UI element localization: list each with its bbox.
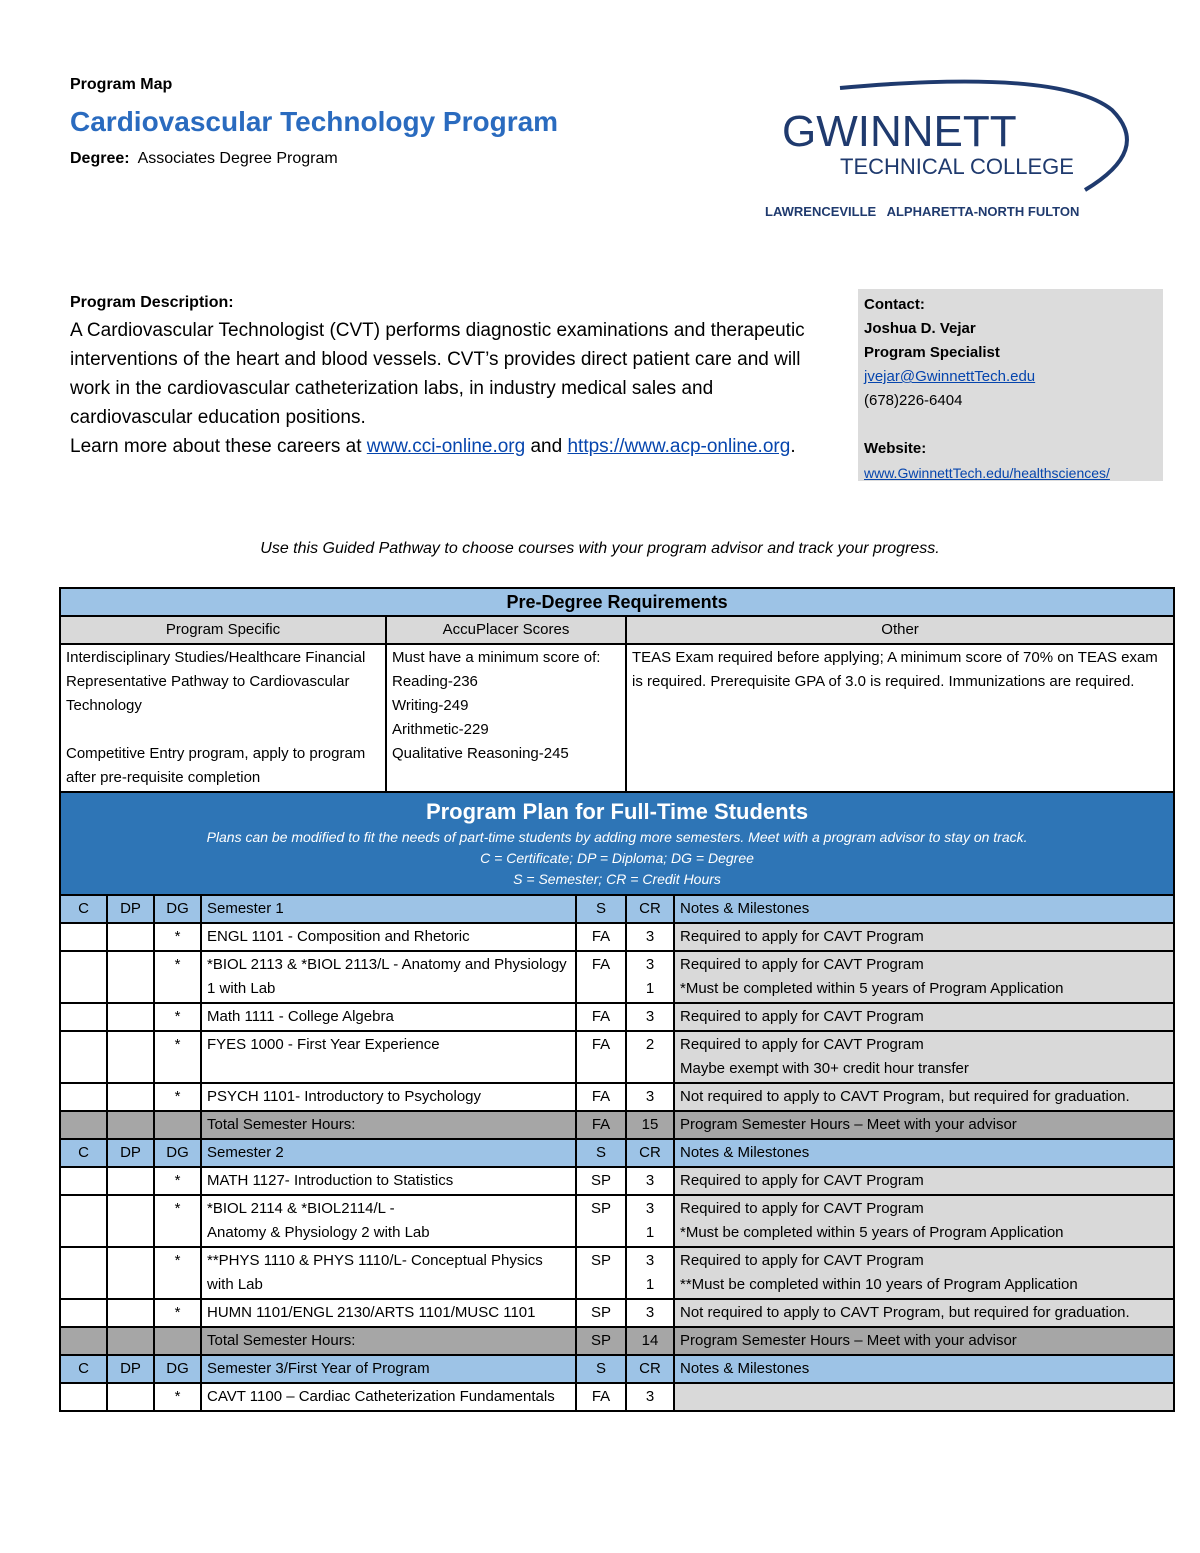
course-note: Required to apply for CAVT Program <box>674 1167 1174 1195</box>
other-header: Other <box>626 616 1174 644</box>
plan-legend-degree: C = Certificate; DP = Diploma; DG = Degree <box>480 850 754 866</box>
table-row <box>60 1083 1174 1111</box>
total-credits: 14 <box>626 1327 674 1355</box>
dg-mark: * <box>154 923 201 951</box>
total-label: Total Semester Hours: <box>201 1111 576 1139</box>
course-semester: FA <box>576 1003 626 1031</box>
note-line: **Must be completed within 10 years of Program Application <box>680 1276 1078 1293</box>
col-notes: Notes & Milestones <box>674 1355 1174 1383</box>
description-label: Program Description: <box>70 294 234 311</box>
dg-mark: * <box>154 1003 201 1031</box>
credit-lab: 1 <box>645 980 655 997</box>
contact-name: Joshua D. Vejar <box>864 320 976 337</box>
dg-mark: * <box>154 1383 201 1411</box>
competitive-entry-text: Competitive Entry program, apply to program after pre-requisite completion <box>66 745 366 786</box>
table-row <box>60 951 1174 1003</box>
note-line: *Must be completed within 5 years of Program Application <box>680 1224 1064 1241</box>
col-dp: DP <box>107 1355 154 1383</box>
semester-2-total-row <box>60 1327 1174 1355</box>
program-specific-cell <box>60 644 386 792</box>
note-line: Maybe exempt with 30+ credit hour transfer <box>680 1060 969 1077</box>
semester-2-name: Semester 2 <box>201 1139 576 1167</box>
note-line: Required to apply for CAVT Program <box>680 956 924 973</box>
course-note: Not required to apply to CAVT Program, but required for graduation. <box>674 1083 1174 1111</box>
course-name: PSYCH 1101- Introductory to Psychology <box>201 1083 576 1111</box>
course-note <box>674 951 1174 1003</box>
course-note <box>674 1247 1174 1299</box>
col-dp: DP <box>107 895 154 923</box>
dg-mark: * <box>154 1167 201 1195</box>
course-name: Math 1111 - College Algebra <box>201 1003 576 1031</box>
note-line: Required to apply for CAVT Program <box>680 1200 924 1217</box>
learn-more <box>70 432 820 461</box>
accu-reading: Reading-236 <box>392 673 478 690</box>
course-credits: 3 <box>626 1167 674 1195</box>
logo-subname: TECHNICAL COLLEGE <box>840 154 1074 179</box>
guided-pathway-note: Use this Guided Pathway to choose courses with your program advisor and track your progress. <box>260 540 940 557</box>
page-kicker: Program Map <box>70 76 173 93</box>
col-dg: DG <box>154 1139 201 1167</box>
col-c: C <box>60 895 107 923</box>
plan-legend-semester: S = Semester; CR = Credit Hours <box>513 871 721 887</box>
accu-qualitative: Qualitative Reasoning-245 <box>392 745 569 762</box>
course-note <box>674 1195 1174 1247</box>
course-credits: 2 <box>626 1031 674 1083</box>
accuplacer-header: AccuPlacer Scores <box>386 616 626 644</box>
dg-mark: * <box>154 1247 201 1299</box>
pre-degree-title: Pre-Degree Requirements <box>60 588 1174 616</box>
course-credits <box>626 951 674 1003</box>
credit-lab: 1 <box>645 1276 655 1293</box>
total-credits: 15 <box>626 1111 674 1139</box>
degree-line <box>70 150 338 168</box>
course-credits: 3 <box>626 923 674 951</box>
table-row <box>60 1383 1174 1411</box>
course-credits <box>626 1247 674 1299</box>
degree-value: Associates Degree Program <box>137 150 338 167</box>
course-semester: FA <box>576 923 626 951</box>
course-credits: 3 <box>626 1383 674 1411</box>
degree-label: Degree: <box>70 150 130 167</box>
course-semester: SP <box>576 1195 626 1247</box>
page-title: Cardiovascular Technology Program <box>70 106 559 137</box>
note-line: Required to apply for CAVT Program <box>680 1252 924 1269</box>
course-semester: FA <box>576 1031 626 1083</box>
semester-2-header <box>60 1139 1174 1167</box>
col-notes: Notes & Milestones <box>674 895 1174 923</box>
other-cell: TEAS Exam required before applying; A minimum score of 70% on TEAS exam is required. Prerequisite GPA of 3.0 is required. Immunizations are required. <box>626 644 1174 792</box>
learn-mid: and <box>525 436 568 457</box>
total-semester: FA <box>576 1111 626 1139</box>
pathway-text: Interdisciplinary Studies/Healthcare Financial Representative Pathway to Cardiovascular Technology <box>66 649 366 714</box>
col-dp: DP <box>107 1139 154 1167</box>
total-note: Program Semester Hours – Meet with your advisor <box>674 1111 1174 1139</box>
table-row <box>60 1299 1174 1327</box>
program-specific-header: Program Specific <box>60 616 386 644</box>
course-name: MATH 1127- Introduction to Statistics <box>201 1167 576 1195</box>
table-row <box>60 1031 1174 1083</box>
total-semester: SP <box>576 1327 626 1355</box>
course-name <box>201 1195 576 1247</box>
table-row <box>60 1195 1174 1247</box>
table-row <box>60 1247 1174 1299</box>
website-link[interactable]: www.GwinnettTech.edu/healthsciences/ <box>864 465 1110 481</box>
college-logo <box>760 70 1160 230</box>
course-credits: 3 <box>626 1003 674 1031</box>
note-line: *Must be completed within 5 years of Program Application <box>680 980 1064 997</box>
description-text: A Cardiovascular Technologist (CVT) performs diagnostic examinations and therapeutic interventions of the heart and blood vessels. CVT’s provides direct patient care and will work in the cardiovascular catheterization labs, in industry medical sales and cardiovascular education positions. <box>70 320 805 428</box>
website-label: Website: <box>864 440 927 457</box>
contact-email-link[interactable]: jvejar@GwinnettTech.edu <box>864 368 1036 385</box>
semester-3-header <box>60 1355 1174 1383</box>
credit-lecture: 3 <box>645 956 655 973</box>
course-semester: FA <box>576 951 626 1003</box>
col-notes: Notes & Milestones <box>674 1139 1174 1167</box>
dg-mark: * <box>154 1299 201 1327</box>
col-c: C <box>60 1355 107 1383</box>
course-line: Anatomy & Physiology 2 with Lab <box>207 1224 430 1241</box>
plan-header <box>60 792 1174 895</box>
semester-1-name: Semester 1 <box>201 895 576 923</box>
logo-campuses: LAWRENCEVILLE ALPHARETTA-NORTH FULTON <box>765 204 1080 219</box>
course-credits: 3 <box>626 1083 674 1111</box>
col-s: S <box>576 895 626 923</box>
total-label: Total Semester Hours: <box>201 1327 576 1355</box>
acp-link[interactable]: https://www.acp-online.org <box>567 436 791 457</box>
course-name: HUMN 1101/ENGL 2130/ARTS 1101/MUSC 1101 <box>201 1299 576 1327</box>
learn-prefix: Learn more about these careers at <box>70 436 367 457</box>
course-semester: FA <box>576 1083 626 1111</box>
note-line: Required to apply for CAVT Program <box>680 1036 924 1053</box>
accuplacer-cell <box>386 644 626 792</box>
contact-phone: (678)226-6404 <box>864 392 963 409</box>
accu-writing: Writing-249 <box>392 697 469 714</box>
course-line: *BIOL 2114 & *BIOL2114/L - <box>207 1200 395 1217</box>
table-row <box>60 1003 1174 1031</box>
credit-lab: 1 <box>645 1224 655 1241</box>
course-name: ENGL 1101 - Composition and Rhetoric <box>201 923 576 951</box>
col-c: C <box>60 1139 107 1167</box>
plan-subtitle: Plans can be modified to fit the needs of part-time students by adding more semesters. Meet with a program advisor to stay on track. <box>206 829 1028 845</box>
course-credits: 3 <box>626 1299 674 1327</box>
cci-link[interactable]: www.cci-online.org <box>366 436 526 457</box>
total-note: Program Semester Hours – Meet with your advisor <box>674 1327 1174 1355</box>
col-s: S <box>576 1355 626 1383</box>
course-semester: SP <box>576 1167 626 1195</box>
learn-suffix: . <box>790 436 796 457</box>
course-note: Required to apply for CAVT Program <box>674 1003 1174 1031</box>
logo-name: GWINNETT <box>782 107 1017 156</box>
dg-mark: * <box>154 1031 201 1083</box>
course-note <box>674 1383 1174 1411</box>
program-map-table <box>59 587 1175 1412</box>
semester-1-total-row <box>60 1111 1174 1139</box>
col-cr: CR <box>626 1355 674 1383</box>
course-name: CAVT 1100 – Cardiac Catheterization Fundamentals <box>201 1383 576 1411</box>
course-semester: SP <box>576 1299 626 1327</box>
semester-1-header <box>60 895 1174 923</box>
table-row <box>60 923 1174 951</box>
col-dg: DG <box>154 895 201 923</box>
course-note <box>674 1031 1174 1083</box>
course-note: Not required to apply to CAVT Program, but required for graduation. <box>674 1299 1174 1327</box>
col-dg: DG <box>154 1355 201 1383</box>
contact-label: Contact: <box>864 296 925 313</box>
course-credits <box>626 1195 674 1247</box>
contact-role: Program Specialist <box>864 344 1000 361</box>
course-semester: FA <box>576 1383 626 1411</box>
course-name: **PHYS 1110 & PHYS 1110/L- Conceptual Physics with Lab <box>201 1247 576 1299</box>
semester-3-name: Semester 3/First Year of Program <box>201 1355 576 1383</box>
program-description <box>70 294 820 461</box>
course-note: Required to apply for CAVT Program <box>674 923 1174 951</box>
accu-intro: Must have a minimum score of: <box>392 649 601 666</box>
dg-mark: * <box>154 951 201 1003</box>
credit-lecture: 3 <box>645 1200 655 1217</box>
credit-lecture: 3 <box>645 1252 655 1269</box>
col-s: S <box>576 1139 626 1167</box>
accu-arithmetic: Arithmetic-229 <box>392 721 489 738</box>
plan-title: Program Plan for Full-Time Students <box>425 799 809 824</box>
col-cr: CR <box>626 895 674 923</box>
contact-box <box>858 289 1163 481</box>
dg-mark: * <box>154 1195 201 1247</box>
course-name: FYES 1000 - First Year Experience <box>201 1031 576 1083</box>
table-row <box>60 1167 1174 1195</box>
course-semester: SP <box>576 1247 626 1299</box>
course-name: *BIOL 2113 & *BIOL 2113/L - Anatomy and Physiology 1 with Lab <box>201 951 576 1003</box>
col-cr: CR <box>626 1139 674 1167</box>
dg-mark: * <box>154 1083 201 1111</box>
